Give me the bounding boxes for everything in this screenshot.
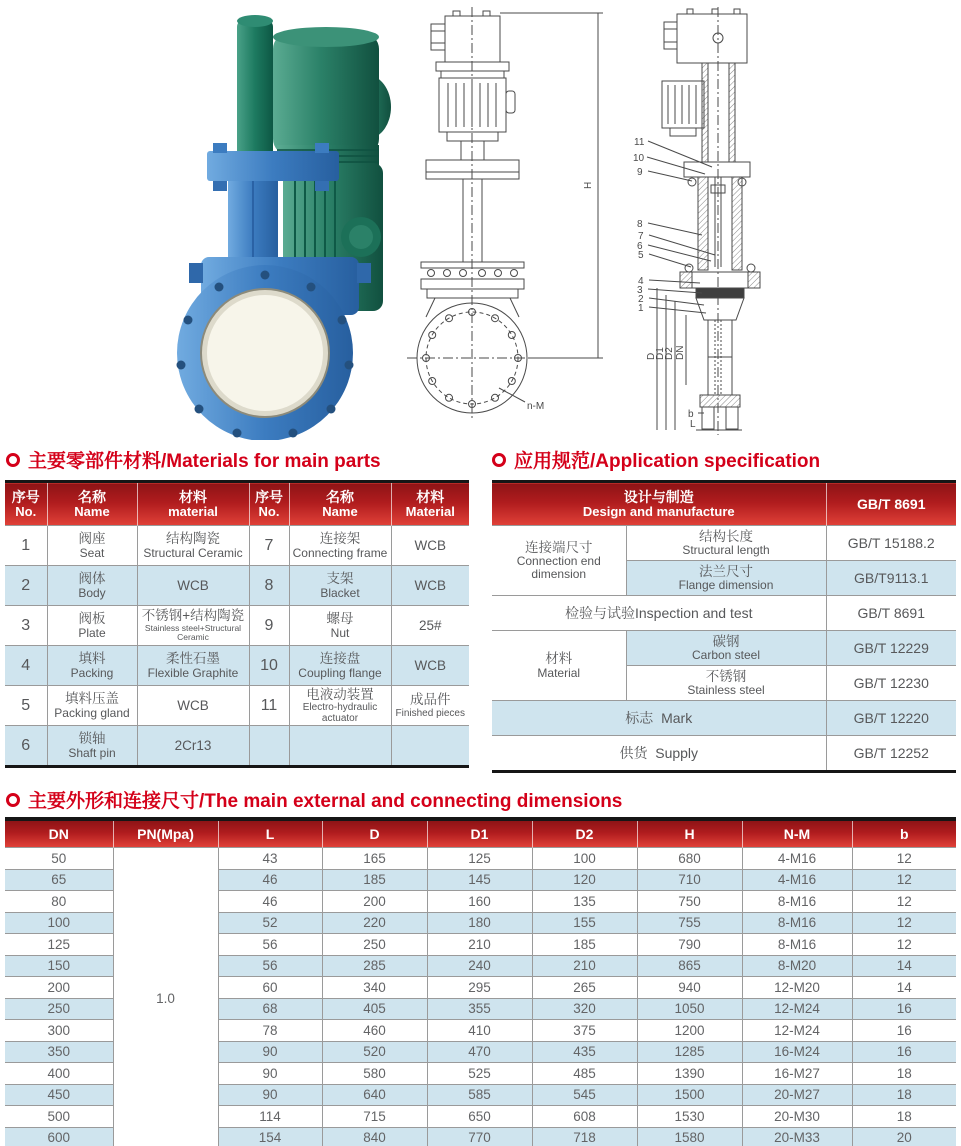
dimensions-cell: 50 <box>5 848 113 870</box>
header-l: L <box>218 819 322 848</box>
side-view-drawing <box>612 5 812 440</box>
application-section-title <box>492 446 820 473</box>
dimensions-cell: 755 <box>637 912 742 934</box>
dimensions-cell: 680 <box>637 848 742 870</box>
dimensions-cell: 715 <box>322 1106 427 1128</box>
dimensions-cell: 240 <box>427 955 532 977</box>
dimensions-cell: 405 <box>322 998 427 1020</box>
dimensions-cell: 865 <box>637 955 742 977</box>
dimensions-cell: 125 <box>427 848 532 870</box>
dimensions-cell: 300 <box>5 1020 113 1042</box>
cell-name: 填料 Packing <box>47 646 137 686</box>
cell-name: 锁轴 Shaft pin <box>47 726 137 767</box>
cell-standard: GB/T 8691 <box>826 596 956 631</box>
callout-2: 2 <box>638 294 644 305</box>
dimensions-cell: 485 <box>532 1063 637 1085</box>
dimensions-cell: 52 <box>218 912 322 934</box>
cell-carbon-steel: 碳钢 Carbon steel <box>626 631 826 666</box>
cell-no2: 7 <box>249 526 289 566</box>
cell-standard: GB/T 12230 <box>826 666 956 701</box>
dimensions-cell: 90 <box>218 1063 322 1085</box>
dimensions-cell: 12 <box>852 869 956 891</box>
cell-no2: 11 <box>249 686 289 726</box>
callout-3: 3 <box>637 285 643 296</box>
dim-DN: DN <box>675 345 686 360</box>
dimensions-cell: 400 <box>5 1063 113 1085</box>
valve-body <box>177 257 372 440</box>
dim-D1: D1 <box>655 347 666 360</box>
dimensions-cell: 200 <box>322 891 427 913</box>
bullet-icon <box>6 793 20 807</box>
dimensions-cell: 20-M33 <box>742 1127 852 1146</box>
header-d1: D1 <box>427 819 532 848</box>
dimensions-cell: 16 <box>852 1020 956 1042</box>
cell-material: 材料 Material <box>492 631 626 701</box>
materials-table <box>5 480 469 768</box>
materials-row <box>5 686 469 726</box>
cell-name: 阀板 Plate <box>47 606 137 646</box>
cell-no: 1 <box>5 526 47 566</box>
cell-connection: 连接端尺寸 Connection end dimension <box>492 526 626 596</box>
header-nm: N-M <box>742 819 852 848</box>
dimensions-cell: 585 <box>427 1084 532 1106</box>
cell-material: WCB <box>137 566 249 606</box>
dimensions-cell: 355 <box>427 998 532 1020</box>
dimensions-cell: 12-M24 <box>742 998 852 1020</box>
dimensions-cell: 12 <box>852 934 956 956</box>
cell-name: 填料压盖 Packing gland <box>47 686 137 726</box>
cell-material: 结构陶瓷 Structural Ceramic <box>137 526 249 566</box>
callout-10: 10 <box>633 153 645 164</box>
application-row <box>492 526 956 561</box>
dimensions-cell: 320 <box>532 998 637 1020</box>
dimensions-cell: 100 <box>5 912 113 934</box>
dimensions-cell: 18 <box>852 1063 956 1085</box>
dim-D2: D2 <box>664 347 675 360</box>
dimensions-cell: 840 <box>322 1127 427 1146</box>
dimensions-cell: 545 <box>532 1084 637 1106</box>
dimensions-cell: 1580 <box>637 1127 742 1146</box>
dimensions-cell: 20-M30 <box>742 1106 852 1128</box>
dim-L: L <box>690 419 696 430</box>
cell-material2: WCB <box>391 646 469 686</box>
dimensions-cell: 1390 <box>637 1063 742 1085</box>
callout-9: 9 <box>637 167 643 178</box>
materials-title-text: 主要零部件材料/Materials for main parts <box>28 451 381 472</box>
cell-standard: GB/T 12220 <box>826 701 956 736</box>
callout-1: 1 <box>638 303 644 314</box>
dimensions-cell: 125 <box>5 934 113 956</box>
dimensions-cell: 68 <box>218 998 322 1020</box>
cell-material: 不锈钢+结构陶瓷 Stainless steel+Structural Ceramic <box>137 606 249 646</box>
cell-supply: 供货 Supply <box>492 736 826 772</box>
cell-material: WCB <box>137 686 249 726</box>
dimensions-cell: 12-M20 <box>742 977 852 999</box>
dimensions-cell: 375 <box>532 1020 637 1042</box>
cell-name2: 支架 Blacket <box>289 566 391 606</box>
cell-standard: GB/T9113.1 <box>826 561 956 596</box>
dimensions-cell: 46 <box>218 869 322 891</box>
cell-no2: 9 <box>249 606 289 646</box>
dimensions-cell: 90 <box>218 1041 322 1063</box>
cell-name2: 电液动装置 Electro-hydraulic actuator <box>289 686 391 726</box>
header-b: b <box>852 819 956 848</box>
dimensions-cell: 56 <box>218 955 322 977</box>
dimensions-cell: 8-M16 <box>742 891 852 913</box>
dimensions-cell: 285 <box>322 955 427 977</box>
dimensions-cell: 1285 <box>637 1041 742 1063</box>
cell-stainless-steel: 不锈钢 Stainless steel <box>626 666 826 701</box>
callout-5: 5 <box>638 250 644 261</box>
dimensions-cell: 250 <box>5 998 113 1020</box>
materials-row <box>5 566 469 606</box>
dimensions-cell: 450 <box>5 1084 113 1106</box>
application-title-text: 应用规范/Application specification <box>514 451 821 472</box>
bullet-icon <box>6 453 20 467</box>
cell-name2: 连接架 Connecting frame <box>289 526 391 566</box>
dimensions-cell: 135 <box>532 891 637 913</box>
dimensions-cell: 4-M16 <box>742 869 852 891</box>
cell-flange-dimension: 法兰尺寸 Flange dimension <box>626 561 826 596</box>
header-dn: DN <box>5 819 113 848</box>
dimensions-cell: 8-M16 <box>742 934 852 956</box>
cell-material2: WCB <box>391 526 469 566</box>
dimensions-cell: 18 <box>852 1106 956 1128</box>
cell-standard: GB/T 12252 <box>826 736 956 772</box>
cell-mark: 标志 Mark <box>492 701 826 736</box>
dimensions-cell: 155 <box>532 912 637 934</box>
dimensions-cell: 718 <box>532 1127 637 1146</box>
dimensions-cell: 56 <box>218 934 322 956</box>
application-header-row <box>492 482 956 526</box>
dimensions-cell: 80 <box>5 891 113 913</box>
application-row <box>492 631 956 666</box>
dim-b: b <box>688 409 694 420</box>
dimensions-cell: 750 <box>637 891 742 913</box>
dimensions-row <box>5 848 956 870</box>
dimensions-header-row <box>5 819 956 848</box>
callout-11: 11 <box>634 137 645 148</box>
dimensions-cell: 100 <box>532 848 637 870</box>
cell-material2: 成品件 Finished pieces <box>391 686 469 726</box>
cell-no2: 8 <box>249 566 289 606</box>
dimensions-cell: 20-M27 <box>742 1084 852 1106</box>
dimensions-cell: 114 <box>218 1106 322 1128</box>
dimensions-cell: 8-M16 <box>742 912 852 934</box>
header-no2: 序号 No. <box>249 482 289 526</box>
dimensions-cell: 525 <box>427 1063 532 1085</box>
dimensions-cell: 154 <box>218 1127 322 1146</box>
dimensions-cell: 14 <box>852 977 956 999</box>
callout-8: 8 <box>637 219 643 230</box>
cell-structural-length: 结构长度 Structural length <box>626 526 826 561</box>
dimensions-cell: 150 <box>5 955 113 977</box>
cell-standard: GB/T 12229 <box>826 631 956 666</box>
cell-no: 6 <box>5 726 47 767</box>
dimensions-cell: 640 <box>322 1084 427 1106</box>
dimensions-cell: 500 <box>5 1106 113 1128</box>
dimensions-cell: 65 <box>5 869 113 891</box>
dimensions-cell: 16-M27 <box>742 1063 852 1085</box>
bullet-icon <box>492 453 506 467</box>
dimensions-cell: 120 <box>532 869 637 891</box>
cell-material2: WCB <box>391 566 469 606</box>
dim-D: D <box>646 352 657 360</box>
dimensions-cell: 185 <box>532 934 637 956</box>
materials-row <box>5 646 469 686</box>
application-row <box>492 736 956 772</box>
header-material: 材料 material <box>137 482 249 526</box>
cell-no2 <box>249 726 289 767</box>
dimensions-cell: 580 <box>322 1063 427 1085</box>
header-pn: PN(Mpa) <box>113 819 218 848</box>
dimensions-cell: 410 <box>427 1020 532 1042</box>
dimensions-cell: 1530 <box>637 1106 742 1128</box>
dimensions-cell: 16-M24 <box>742 1041 852 1063</box>
dimensions-cell: 210 <box>532 955 637 977</box>
cell-material: 2Cr13 <box>137 726 249 767</box>
cell-no: 3 <box>5 606 47 646</box>
dimensions-cell: 1200 <box>637 1020 742 1042</box>
dimensions-body <box>5 848 956 1146</box>
dimensions-cell: 185 <box>322 869 427 891</box>
dimensions-cell: 650 <box>427 1106 532 1128</box>
header-material2: 材料 Material <box>391 482 469 526</box>
dimensions-cell: 940 <box>637 977 742 999</box>
cell-no: 2 <box>5 566 47 606</box>
dimensions-cell: 4-M16 <box>742 848 852 870</box>
dimensions-cell: 8-M20 <box>742 955 852 977</box>
header-name: 名称 Name <box>47 482 137 526</box>
header-design: 设计与制造 Design and manufacture <box>492 482 826 526</box>
dimensions-cell: 18 <box>852 1084 956 1106</box>
bolt-dim-label: n-M <box>527 401 545 412</box>
dimensions-cell: 78 <box>218 1020 322 1042</box>
dimensions-cell: 60 <box>218 977 322 999</box>
dimensions-cell: 1500 <box>637 1084 742 1106</box>
cell-no2: 10 <box>249 646 289 686</box>
materials-row <box>5 606 469 646</box>
header-standard: GB/T 8691 <box>826 482 956 526</box>
cell-no: 5 <box>5 686 47 726</box>
height-dim-label: H <box>583 181 594 189</box>
dimensions-cell: 710 <box>637 869 742 891</box>
cell-no: 4 <box>5 646 47 686</box>
dimensions-cell: 520 <box>322 1041 427 1063</box>
cell-standard: GB/T 15188.2 <box>826 526 956 561</box>
dimensions-cell: 16 <box>852 998 956 1020</box>
dimensions-cell: 790 <box>637 934 742 956</box>
dimensions-cell: 470 <box>427 1041 532 1063</box>
dimensions-cell: 770 <box>427 1127 532 1146</box>
dimensions-cell: 608 <box>532 1106 637 1128</box>
cell-name2 <box>289 726 391 767</box>
callout-4: 4 <box>638 276 644 287</box>
cell-name2: 螺母 Nut <box>289 606 391 646</box>
dimensions-cell: 14 <box>852 955 956 977</box>
application-table <box>492 480 956 773</box>
dimensions-cell: 220 <box>322 912 427 934</box>
cell-name: 阀体 Body <box>47 566 137 606</box>
cell-inspection: 检验与试验Inspection and test <box>492 596 826 631</box>
materials-section-title <box>6 446 381 473</box>
dimensions-cell: 16 <box>852 1041 956 1063</box>
dimensions-cell: 340 <box>322 977 427 999</box>
dimensions-cell: 460 <box>322 1020 427 1042</box>
materials-row <box>5 726 469 767</box>
pn-merged-cell: 1.0 <box>113 848 218 1146</box>
dimensions-cell: 12 <box>852 912 956 934</box>
dimensions-table <box>5 817 956 1146</box>
dimensions-cell: 200 <box>5 977 113 999</box>
dimensions-title-text: 主要外形和连接尺寸/The main external and connecting dimensions <box>28 791 623 812</box>
materials-header-row <box>5 482 469 526</box>
dimensions-cell: 12-M24 <box>742 1020 852 1042</box>
dimensions-cell: 435 <box>532 1041 637 1063</box>
dimensions-cell: 90 <box>218 1084 322 1106</box>
dimensions-cell: 20 <box>852 1127 956 1146</box>
callout-6: 6 <box>637 241 643 252</box>
dimensions-cell: 145 <box>427 869 532 891</box>
dimensions-cell: 46 <box>218 891 322 913</box>
header-h: H <box>637 819 742 848</box>
header-name2: 名称 Name <box>289 482 391 526</box>
header-d2: D2 <box>532 819 637 848</box>
application-row <box>492 596 956 631</box>
dimensions-cell: 350 <box>5 1041 113 1063</box>
dimensions-cell: 265 <box>532 977 637 999</box>
front-view-drawing <box>395 5 610 440</box>
dimensions-section-title <box>6 786 622 813</box>
cell-material2: 25# <box>391 606 469 646</box>
dimensions-cell: 160 <box>427 891 532 913</box>
dimensions-cell: 43 <box>218 848 322 870</box>
cell-name2: 连接盘 Coupling flange <box>289 646 391 686</box>
callout-7: 7 <box>638 231 644 242</box>
dimensions-cell: 1050 <box>637 998 742 1020</box>
dimensions-cell: 165 <box>322 848 427 870</box>
dimensions-cell: 250 <box>322 934 427 956</box>
header-no: 序号 No. <box>5 482 47 526</box>
cell-name: 阀座 Seat <box>47 526 137 566</box>
valve-photo <box>125 5 395 440</box>
dimensions-cell: 295 <box>427 977 532 999</box>
cell-material2 <box>391 726 469 767</box>
cell-material: 柔性石墨 Flexible Graphite <box>137 646 249 686</box>
materials-row <box>5 526 469 566</box>
dimensions-cell: 210 <box>427 934 532 956</box>
dimensions-cell: 12 <box>852 848 956 870</box>
application-row <box>492 701 956 736</box>
dimensions-cell: 180 <box>427 912 532 934</box>
dimensions-cell: 600 <box>5 1127 113 1146</box>
header-d: D <box>322 819 427 848</box>
dimensions-cell: 12 <box>852 891 956 913</box>
